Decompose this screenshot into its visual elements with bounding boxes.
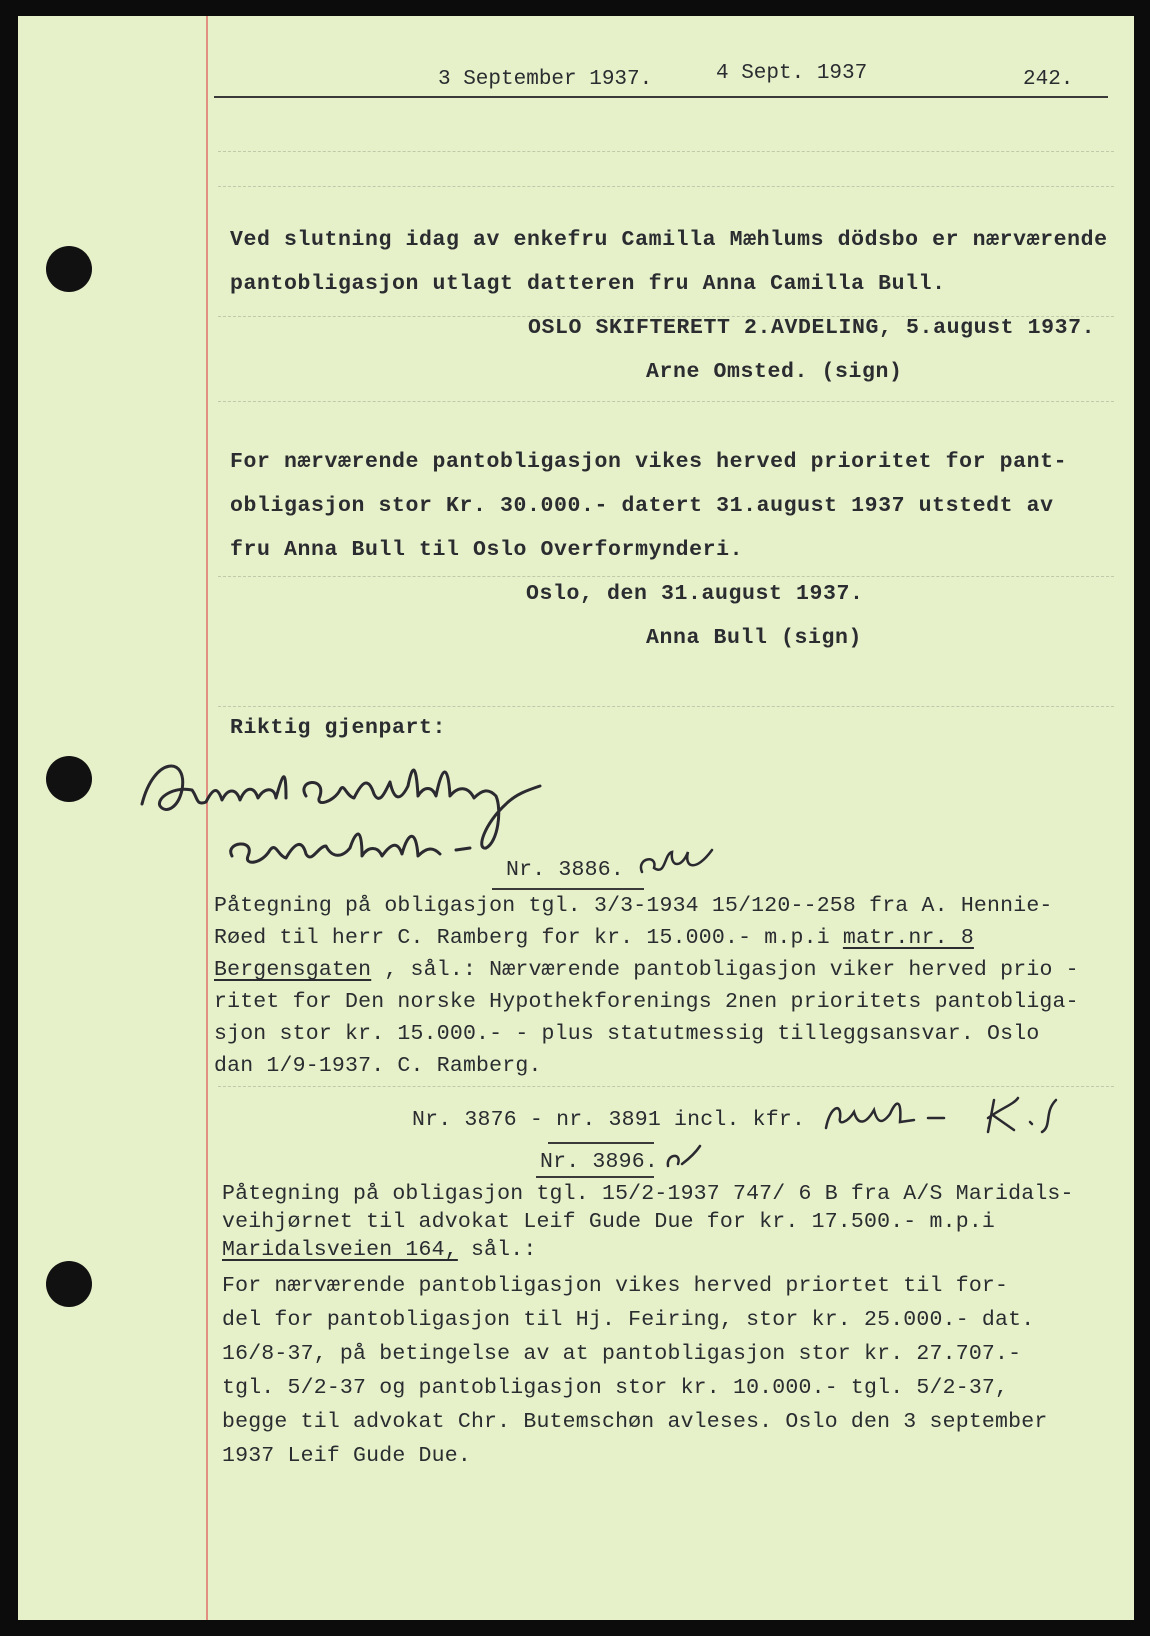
- initials-mark-icon: [636, 846, 716, 882]
- entry-line: Påtegning på obligasjon tgl. 3/3-1934 15/120--258 fra A. Hennie-: [214, 894, 1053, 918]
- entry-number-rule: [536, 1176, 654, 1178]
- range-note: Nr. 3876 - nr. 3891 incl. kfr.: [412, 1108, 806, 1132]
- entry-line: Ved slutning idag av enkefru Camilla Mæhlums dödsbo er nærværende: [230, 228, 1108, 252]
- property-reference: matr.nr. 8: [842, 926, 974, 950]
- bleed-through: [218, 151, 1114, 153]
- street-reference: Bergensgaten: [214, 958, 372, 982]
- entry-line: fru Anna Bull til Oslo Overformynderi.: [230, 538, 744, 562]
- entry-text: , sål.: Nærværende pantobligasjon viker herved prio -: [371, 958, 1079, 982]
- entry-line: [214, 926, 974, 950]
- entry-line: tgl. 5/2-37 og pantobligasjon stor kr. 10.000.- tgl. 5/2-37,: [222, 1376, 1009, 1400]
- entry-line: [222, 1238, 536, 1262]
- entry-text: sål.:: [457, 1238, 537, 1262]
- punch-hole-icon: [46, 756, 92, 802]
- entry-line: obligasjon stor Kr. 30.000.- datert 31.august 1937 utstedt av: [230, 494, 1054, 518]
- entry-text: Røed til herr C. Ramberg for kr. 15.000.- m.p.i: [214, 926, 843, 950]
- entry-number-rule: [492, 888, 644, 890]
- entry-line: del for pantobligasjon til Hj. Feiring, stor kr. 25.000.- dat.: [222, 1308, 1035, 1332]
- entry-line: pantobligasjon utlagt datteren fru Anna Camilla Bull.: [230, 272, 946, 296]
- entry-line: ritet for Den norske Hypothekforenings 2nen prioritets pantobliga-: [214, 990, 1079, 1014]
- entry-line: Påtegning på obligasjon tgl. 15/2-1937 747/ 6 B fra A/S Maridals-: [222, 1182, 1074, 1206]
- bleed-through: [218, 401, 1114, 403]
- header-date: 3 September 1937.: [438, 68, 653, 91]
- page-number: 242.: [1023, 68, 1074, 91]
- certification-label: Riktig gjenpart:: [230, 716, 447, 740]
- entry-line: [214, 958, 1079, 982]
- bleed-through: [218, 706, 1114, 708]
- punch-hole-icon: [46, 1261, 92, 1307]
- signature-line: Anna Bull (sign): [646, 626, 863, 650]
- signature-line: Arne Omsted. (sign): [646, 360, 903, 384]
- entry-line: begge til advokat Chr. Butemschøn avleses. Oslo den 3 september: [222, 1410, 1048, 1434]
- entry-number: Nr. 3886.: [506, 858, 624, 882]
- place-date-line: Oslo, den 31.august 1937.: [526, 582, 864, 606]
- bleed-through: [218, 186, 1114, 188]
- entry-line: For nærværende pantobligasjon vikes herved priortet til for-: [222, 1274, 1009, 1298]
- header-rule: [214, 96, 1108, 98]
- bleed-through: [218, 576, 1114, 578]
- separator-rule: [548, 1142, 654, 1144]
- entry-line: 1937 Leif Gude Due.: [222, 1444, 471, 1468]
- street-reference: Maridalsveien 164,: [222, 1238, 458, 1262]
- entry-line: For nærværende pantobligasjon vikes herved prioritet for pant-: [230, 450, 1068, 474]
- punch-hole-icon: [46, 246, 92, 292]
- entry-number: Nr. 3896.: [540, 1150, 658, 1174]
- entry-line: veihjørnet til advokat Leif Gude Due for kr. 17.500.- m.p.i: [222, 1210, 996, 1234]
- entry-line: 16/8-37, på betingelse av at pantobligasjon stor kr. 27.707.-: [222, 1342, 1022, 1366]
- header-date-stamp: 4 Sept. 1937: [716, 62, 868, 85]
- court-line: OSLO SKIFTERETT 2.AVDELING, 5.august 1937.: [528, 316, 1096, 340]
- handwritten-initials-icon: [818, 1092, 1088, 1138]
- ledger-page: [18, 16, 1134, 1620]
- entry-line: sjon stor kr. 15.000.- - plus statutmessig tilleggsansvar. Oslo: [214, 1022, 1040, 1046]
- initials-mark-icon: [664, 1144, 704, 1174]
- bleed-through: [218, 1086, 1114, 1088]
- entry-line: dan 1/9-1937. C. Ramberg.: [214, 1054, 542, 1078]
